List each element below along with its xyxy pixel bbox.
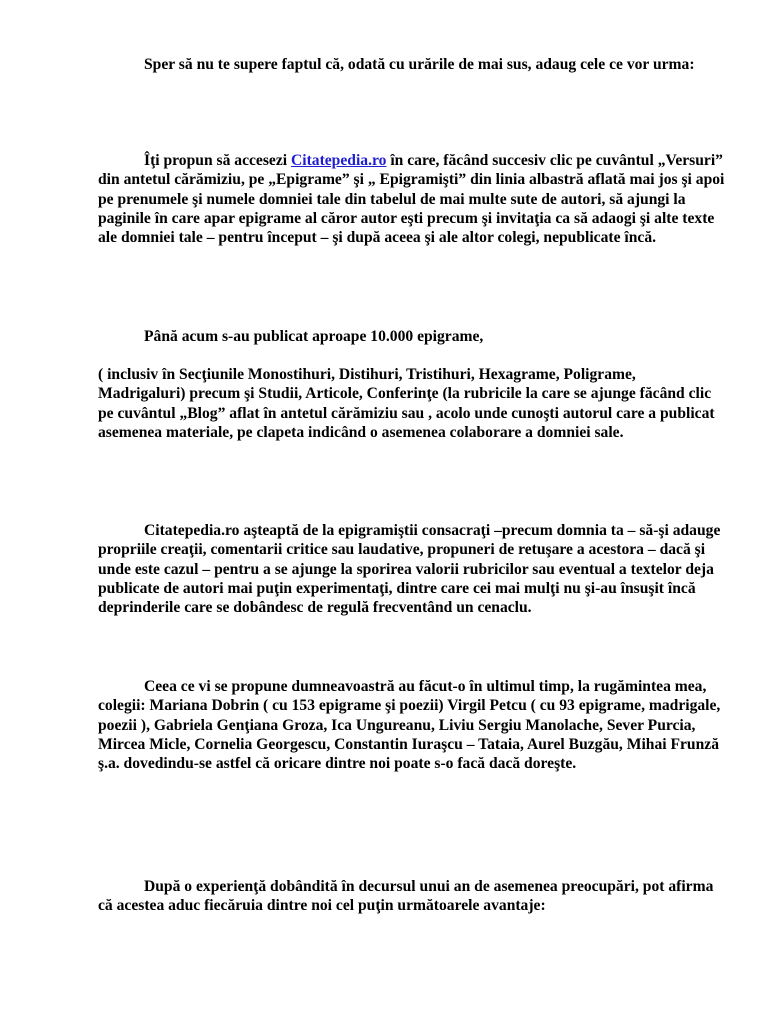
citatepedia-link[interactable]: Citatepedia.ro [290, 152, 387, 169]
paragraph-sections: ( inclusiv în Secţiunile Monostihuri, Distihuri, Tristihuri, Hexagrame, Poligrame, Madrigaluri) precum şi Studii, Articole, Conferinţe (la rubricile la care se ajunge făcând clic pe cuvântul „Blog” aflat în antetul cărămiziu sau , acolo unde cunoşti autorul care a publicat asemenea materiale, pe clapeta indicând o asemenea colaborare a domniei sale. [98, 366, 715, 441]
paragraph-epigram-count: Până acum s-au publicat aproape 10.000 epigrame, [144, 328, 484, 345]
paragraph-expectations: Citatepedia.ro aşteaptă de la epigramiştii consacraţi –precum domnia ta – să-şi adauge propriile creaţii, comentarii critice sau laudative, propuneri de retuşare a acestora – dacă şi unde este cazul – pentru a se ajunge la sporirea valorii rubricilor sau eventual a textelor deja publicate de autori mai puţin experimentaţi, dintre care cei mai mulţi nu şi-au însuşit încă deprinderile care se dobândesc de regulă frecventând un cenaclu. [98, 522, 721, 617]
paragraph-intro: Sper să nu te supere faptul că, odată cu urările de mai sus, adaug cele ce vor urma: [144, 56, 695, 73]
paragraph-advantages: După o experienţă dobândită în decursul unui an de asemenea preocupări, pot afirma că acestea aduc fiecăruia dintre noi cel puţin următoarele avantaje: [98, 878, 714, 915]
paragraph-text-before-link: Îţi propun să accesezi [144, 152, 291, 169]
paragraph-text-after-link: în care, făcând succesiv clic pe cuvântul „Versuri” din antetul cărămiziu, pe „Epigrame” şi „ Epigramişti” din linia albastră aflată mai jos şi apoi pe prenumele şi numele domniei tale din tabelul de mai multe sute de autori, să ajungi la paginile în care apar epigrame al căror autor eşti precum şi invitaţia ca să adaogi şi alte texte ale domniei tale – pentru început – şi după aceea şi ale altor colegi, nepublicate încă. [98, 152, 725, 247]
paragraph-citatepedia-instructions [98, 151, 726, 247]
paragraph-colleagues: Ceea ce vi se propune dumneavoastră au făcut-o în ultimul timp, la rugămintea mea, colegii: Mariana Dobrin ( cu 153 epigrame şi poezii) Virgil Petcu ( cu 93 epigrame, madrigale, poezii ), Gabriela Genţiana Groza, Ica Ungureanu, Liviu Sergiu Manolache, Sever Purcia, Mircea Micle, Cornelia Georgescu, Constantin Iuraşcu – Tataia, Aurel Buzgău, Mihai Frunză ş.a. dovedindu-se astfel că oricare dintre noi poate s-o facă dacă doreşte. [98, 678, 721, 773]
